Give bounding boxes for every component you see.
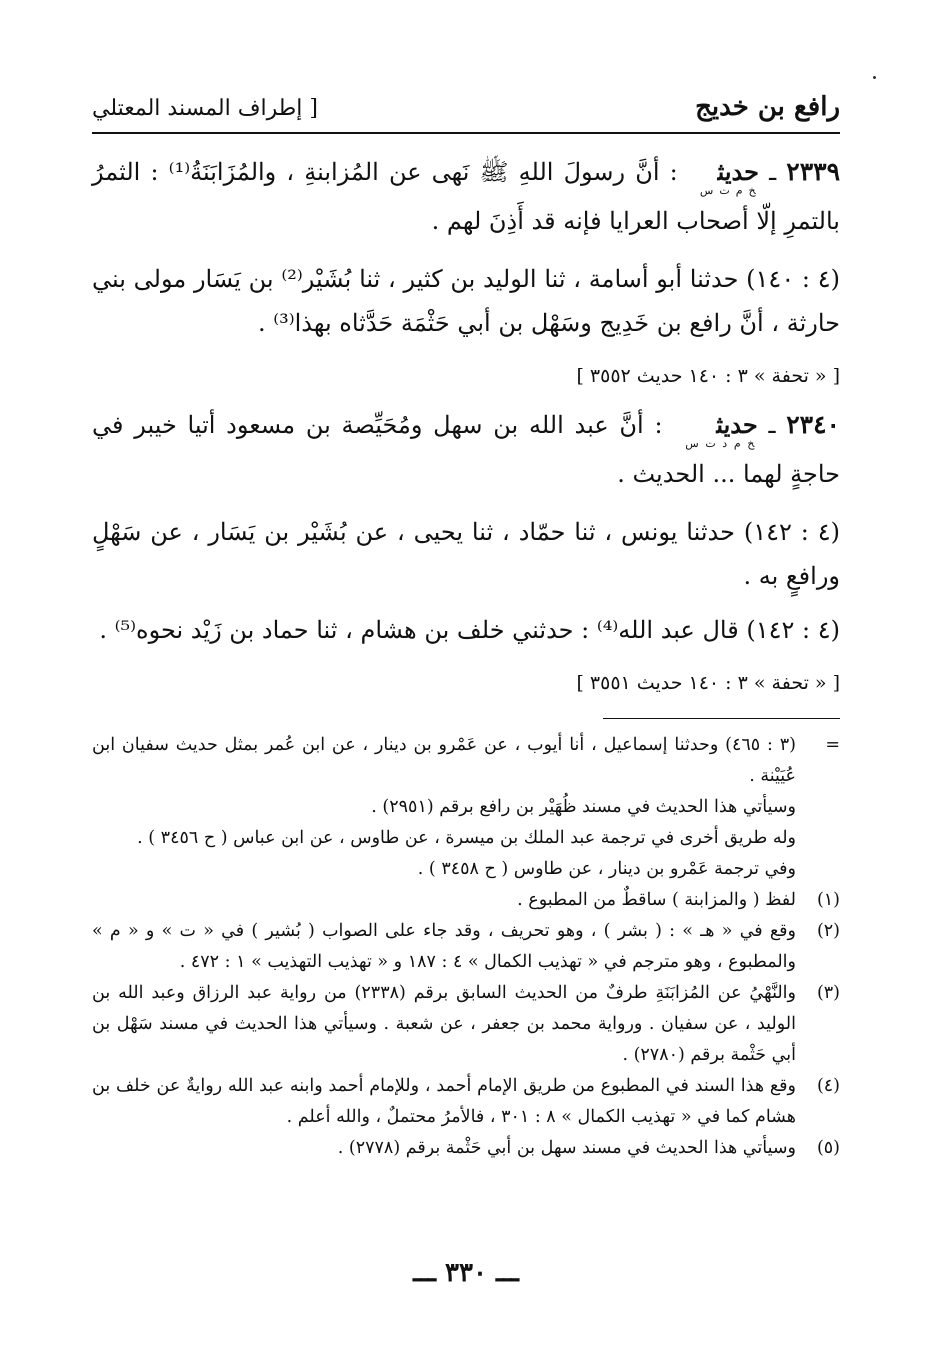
footnote-text: وقع في « هـ » : ( بشر ) ، وهو تحريف ، وقد جاء على الصواب ( بُشير ) في « ت » و « م » والمطبوع ، وهو مترجم في « تهذيب الكمال » ٤ : ١٨٧ و « تهذيب التهذيب » ١ : ٤٧٢ . bbox=[92, 921, 796, 972]
footnote-text: وقع هذا السند في المطبوع من طريق الإمام أحمد ، وللإمام أحمد وابنه عبد الله روايةٌ عن خلف بن هشام كما في « تهذيب الكمال » ٨ : ٣٠١ ، فالأمرُ محتملٌ ، والله أعلم . bbox=[92, 1076, 796, 1127]
page-number: ـــ ٣٣٠ ـــ bbox=[413, 1258, 519, 1288]
source-sigla: خ م ت س bbox=[699, 184, 756, 197]
entry-dash: ـ bbox=[768, 411, 776, 439]
continuation-marker: = bbox=[825, 735, 840, 755]
isnad-line: (٤ : ١٤٢) قال عبد الله⁽⁴⁾ : حدثني خلف بن هشام ، ثنا حماد بن زَيْد نحوه⁽⁵⁾ . bbox=[99, 616, 840, 644]
hadith-text: : أنَّ رسولَ اللهِ ﷺ نَهى عن المُزابنةِ ، والمُزَابَنَةُ⁽¹⁾ : الثمرُ بالتمرِ إلّا أصحاب العرايا فإنه قد أَذِنَ لهم . bbox=[92, 158, 840, 235]
hadith-entry bbox=[92, 403, 840, 496]
header-book-title: [ إطراف المسند المعتلي bbox=[92, 96, 318, 121]
footnote-text: وله طريق أخرى في ترجمة عبد الملك بن ميسرة ، عن طاوس ، عن ابن عباس ( ح ٣٤٥٦ ) . bbox=[137, 828, 796, 848]
isnad-line: (٤ : ١٤٢) حدثنا يونس ، ثنا حمّاد ، ثنا يحيى ، عن بُشَيْر بن يَسَار ، عن سَهْلٍ ورافعٍ به . bbox=[92, 518, 840, 590]
footnote-number: (٤) bbox=[816, 1076, 840, 1096]
footnotes bbox=[92, 730, 840, 1164]
entry-dash: ـ bbox=[769, 158, 777, 186]
document-page bbox=[92, 88, 840, 1288]
footnote bbox=[92, 916, 840, 978]
tuhfa-reference: [ « تحفة » ٣ : ١٤٠ حديث ٣٥٥١ ] bbox=[576, 672, 840, 694]
footnote bbox=[92, 978, 840, 1071]
footnote-number: (٢) bbox=[816, 921, 840, 941]
tuhfa-reference: [ « تحفة » ٣ : ١٤٠ حديث ٣٥٥٢ ] bbox=[576, 365, 840, 387]
hadith-number: ٢٣٣٩ bbox=[786, 157, 841, 186]
footnote-number: (٣) bbox=[816, 983, 840, 1003]
footnote bbox=[92, 1071, 840, 1133]
header-title: رافع بن خديج bbox=[695, 92, 840, 122]
footnote-number: (١) bbox=[816, 890, 840, 910]
footnote-separator bbox=[603, 718, 840, 719]
isnad-line: (٤ : ١٤٠) حدثنا أبو أسامة ، ثنا الوليد بن كثير ، ثنا بُشَيْر⁽²⁾ بن يَسَار مولى بني حارثة ، أنَّ رافع بن خَدِيج وسَهْل بن أبي حَثْمَة حَدَّثاه بهذا⁽³⁾ . bbox=[92, 265, 841, 337]
hadith-text: : أنَّ عبد الله بن سهل ومُحَيِّصة بن مسعود أتيا خيبر في حاجةٍ لهما ... الحديث . bbox=[92, 411, 840, 488]
hadith-label: حديث bbox=[716, 410, 758, 439]
footnote-text: وسيأتي هذا الحديث في مسند سهل بن أبي حَثْمة برقم (٢٧٧٨) . bbox=[337, 1138, 796, 1158]
footnote-continuation bbox=[92, 730, 840, 792]
main-text bbox=[92, 150, 840, 700]
running-header bbox=[92, 88, 840, 134]
footnote bbox=[92, 885, 840, 916]
footnote bbox=[92, 1133, 840, 1164]
hadith-label: حديث bbox=[717, 157, 759, 186]
hadith-number: ٢٣٤٠ bbox=[786, 410, 840, 439]
footnote-text: وسيأتي هذا الحديث في مسند ظُهَيْر بن رافع برقم (٢٩٥١) . bbox=[371, 797, 796, 817]
hadith-entry bbox=[92, 150, 840, 243]
footnote-text: (٣ : ٤٦٥) وحدثنا إسماعيل ، أنا أيوب ، عن عَمْرو بن دينار ، عن ابن عُمر بمثل حديث سفيان ابن عُيَيْنة . bbox=[92, 735, 796, 786]
footnote-number: (٥) bbox=[816, 1138, 840, 1158]
footnote-text: وفي ترجمة عَمْرو بن دينار ، عن طاوس ( ح ٣٤٥٨ ) . bbox=[417, 859, 796, 879]
source-sigla: خ م د ت س bbox=[685, 437, 755, 450]
footnote-text: والنَّهْيُ عن المُزابَنَةِ طرفٌ من الحديث السابق برقم (٢٣٣٨) من رواية عبد الرزاق وعبد الله بن الوليد ، عن سفيان . ورواية محمد بن جعفر ، عن شعبة . وسيأتي هذا الحديث في مسند سَهْل بن أبي حَثْمة برقم (٢٧٨٠) . bbox=[92, 983, 796, 1065]
footnote-text: لفظ ( والمزابنة ) ساقطٌ من المطبوع . bbox=[517, 890, 796, 910]
page-speck bbox=[873, 76, 876, 79]
